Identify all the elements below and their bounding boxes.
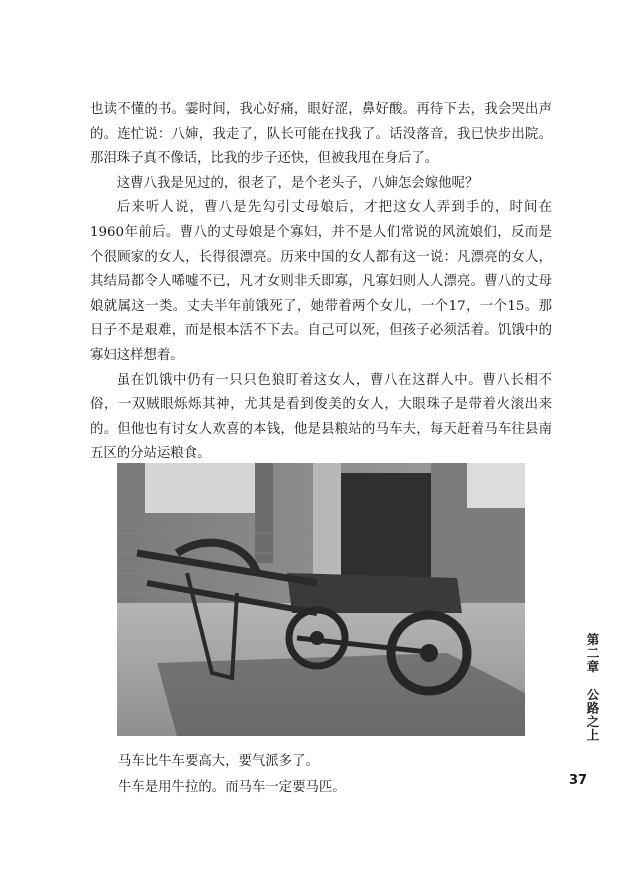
window [145,463,255,513]
paragraph-2: 这曹八我是见过的，很老了，是个老头子，八婶怎会嫁他呢？ [116,175,479,191]
horse-cart-illustration [117,463,525,736]
brick-pillar [313,463,341,583]
chapter-number: 第二章 [585,633,600,674]
photo-caption [118,749,558,800]
paragraph-4: 虽在饥饿中仍有一只只色狼盯着这女人，曹八在这群人中。曹八长相不俗，一双贼眼烁烁其神，尤其是看到俊美的女人，大眼珠子是带着火滚出来的。但他也有讨女人欢喜的本钱，他是县粮站的马车夫，每天赶着马车往县南五区的分站运粮食。 [90,372,552,462]
page-number: 37 [569,773,588,788]
pillar [255,463,273,563]
chapter-title: 公路之上 [585,687,600,742]
cart-shadow [157,653,525,736]
paragraph-1: 也读不懂的书。霎时间，我心好痛，眼好涩，鼻好酸。再待下去，我会哭出声的。连忙说：八婶，我走了，队长可能在找我了。话没落音，我已快步出院。那泪珠子真不像话，比我的步子还快，但被我甩在身后了。 [90,102,552,167]
caption-line-1: 马车比牛车要高大，要气派多了。 [118,754,319,769]
chapter-side-tab [572,633,600,742]
body-text [90,98,552,492]
lattice-window [467,463,525,508]
caption-line-2: 牛车是用牛拉的。而马车一定要马匹。 [118,779,346,795]
doorway [341,473,431,583]
horse-cart-photo [117,463,525,736]
paragraph-3: 后来听人说，曹八是先勾引丈母娘后，才把这女人弄到手的，时间在1960年前后。曹八的丈母娘是个寡妇，并不是人们常说的风流娘们，反而是个很顾家的女人，长得很漂亮。历来中国的女人都有这一说：凡漂亮的女人，其结局都令人唏嘘不已，凡才女则非夭即寡，凡寡妇则人人漂亮。曹八的丈母娘就属这一类。丈夫半年前饿死了，她带着两个女儿，一个17，一个15。那日子不是艰难，而是根本活不下去。自己可以死，但孩子必须活着。饥饿中的寡妇这样想着。 [90,200,552,363]
